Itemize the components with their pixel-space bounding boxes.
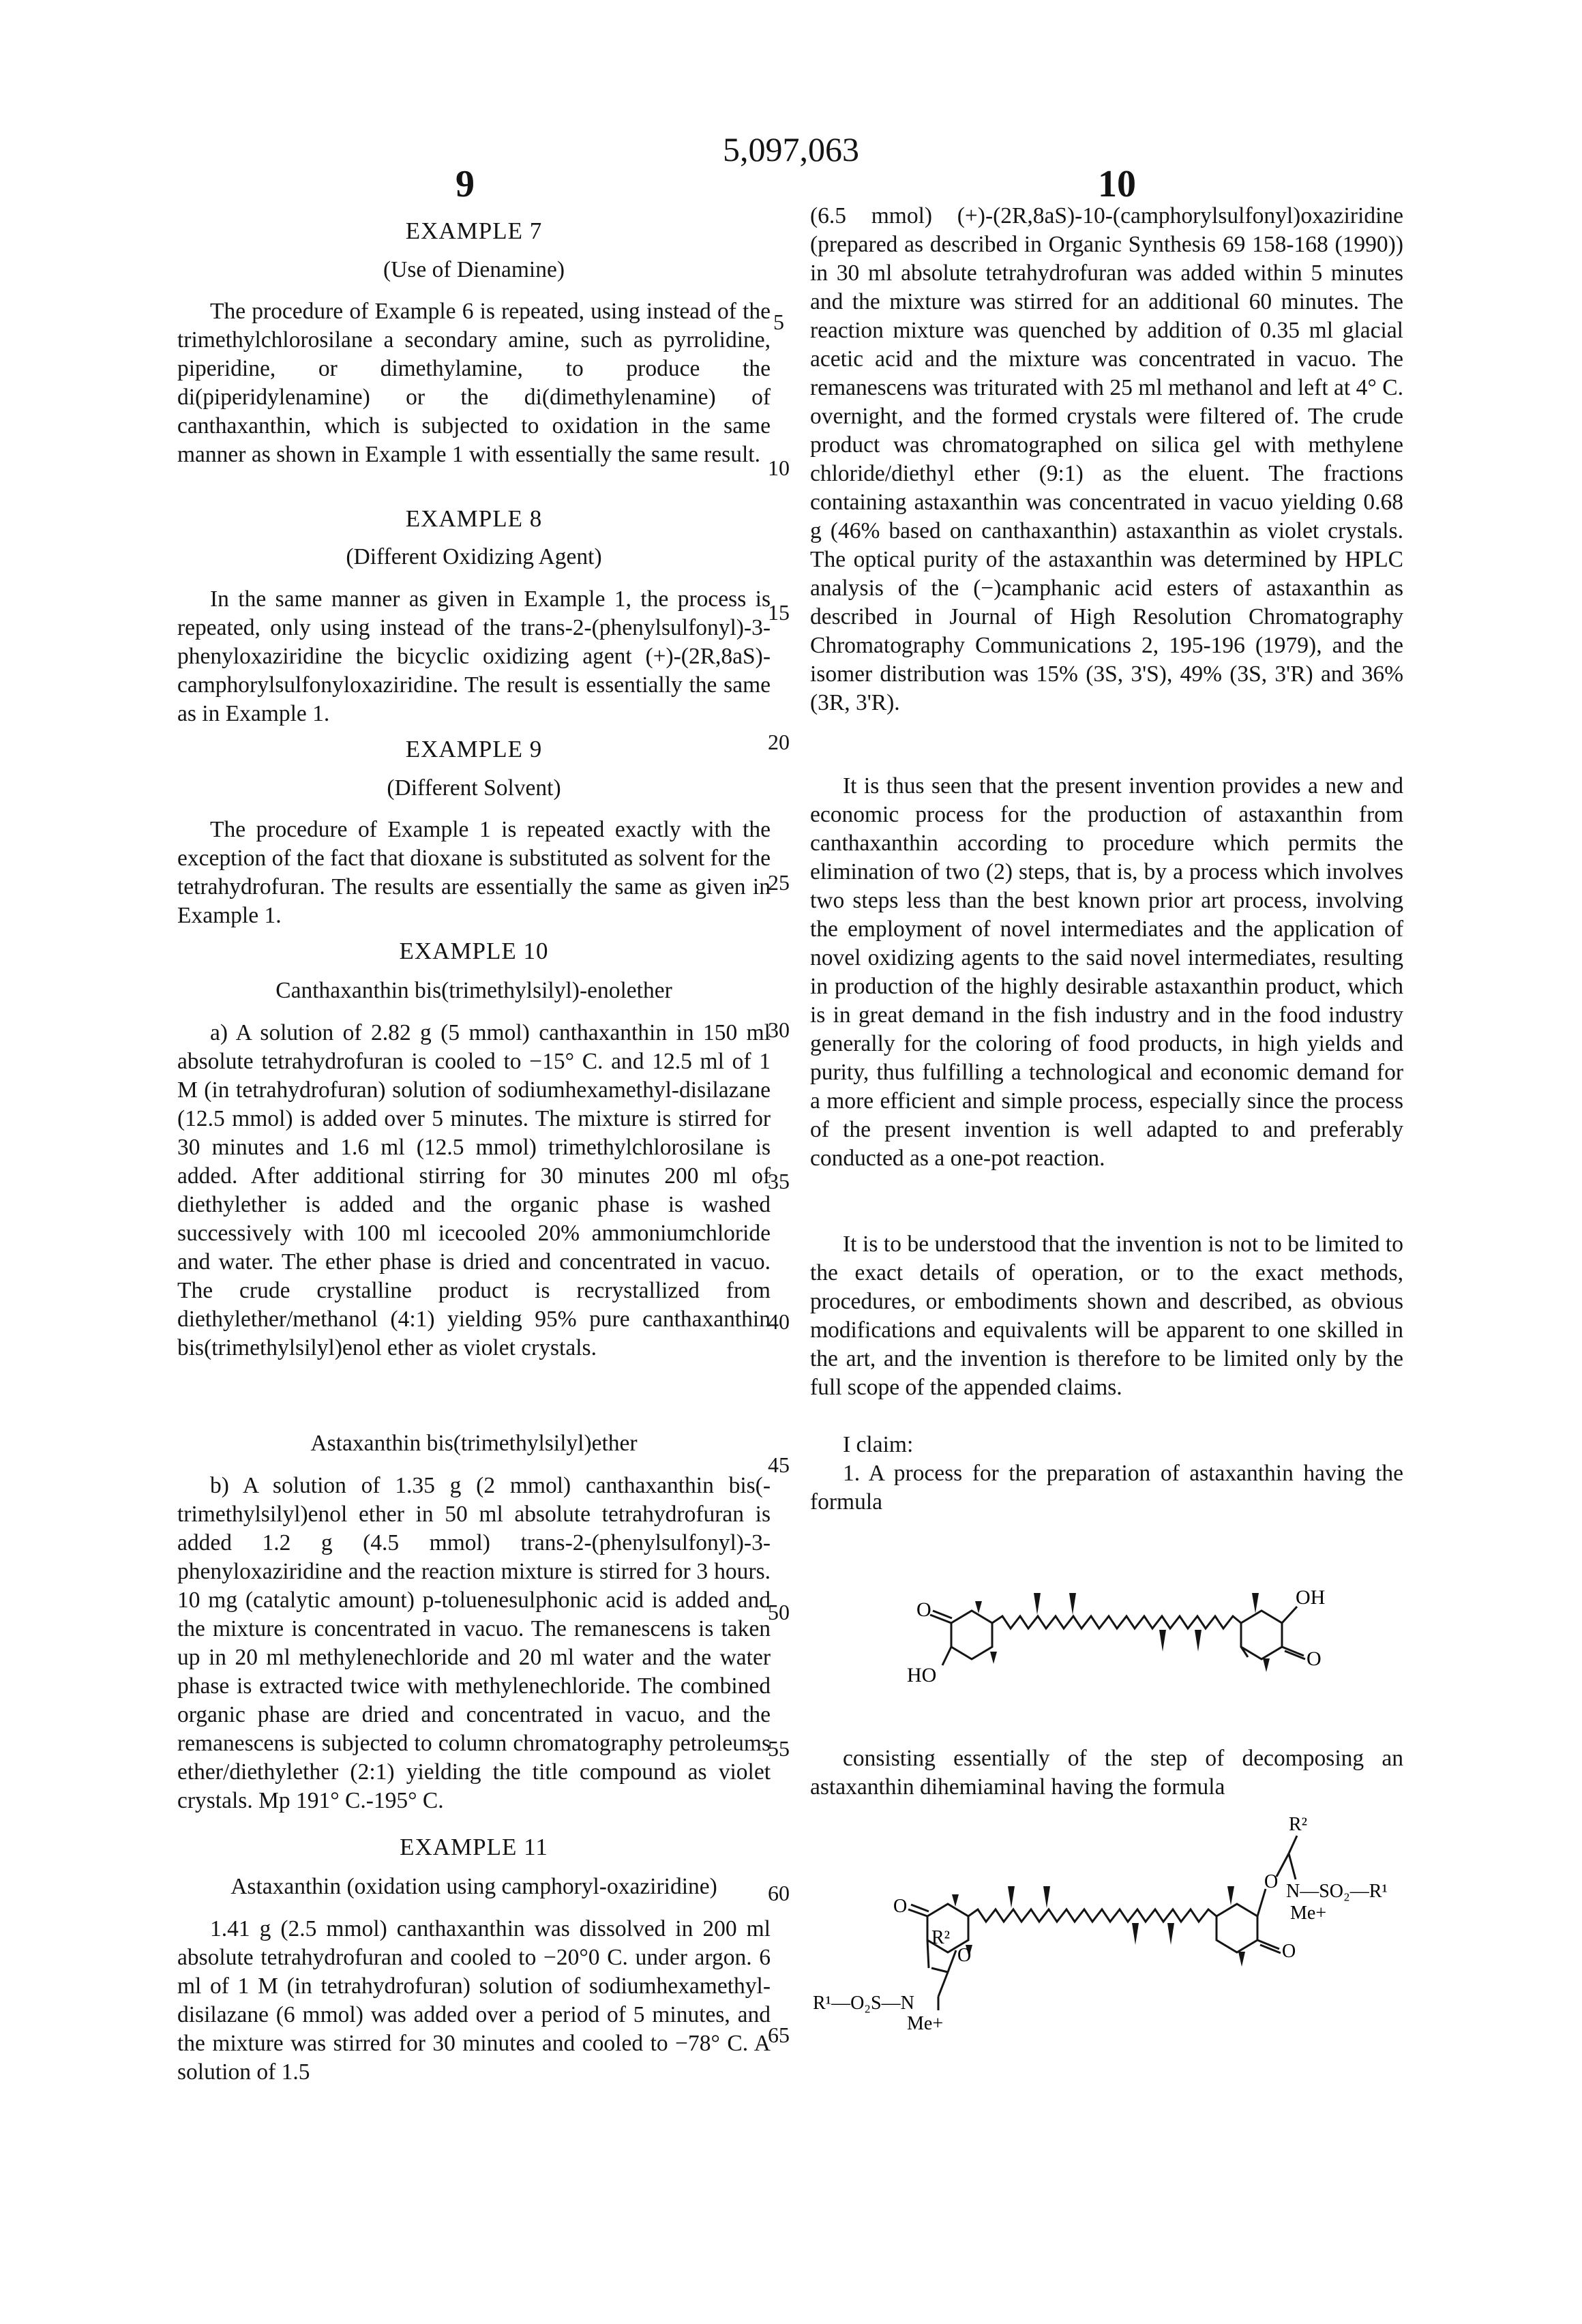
line-number: 50 — [758, 1600, 799, 1625]
example-8-body: In the same manner as given in Example 1, the process is repeated, only using instead of the trans-2-(phenylsulfonyl)-3-phenyloxaziridine the bicyclic oxidizing agent (+)-(2R,8aS)-camphorylsulfonyloxaziridine. The result is essentially the same as in Example 1. — [177, 585, 771, 728]
example-9-title: EXAMPLE 9 — [177, 735, 771, 764]
methyl-wedge — [1069, 1593, 1076, 1615]
formula-label: O — [1282, 1941, 1296, 1962]
example-8-title: EXAMPLE 8 — [177, 505, 771, 533]
formula-label: R² — [1289, 1814, 1307, 1835]
example-8-subtitle: (Different Oxidizing Agent) — [177, 543, 771, 571]
claim-1: 1. A process for the preparation of astaxanthin having the formula — [810, 1459, 1403, 1517]
example-10-body-b: b) A solution of 1.35 g (2 mmol) canthaxanthin bis(-trimethylsilyl)enol ether in 50 ml absolute tetrahydrofuran is added 1.2 g (4.5 mmol) trans-2-(phenylsulfonyl)-3-phenyloxaziridine and the reaction mixture is stirred for 3 hours. 10 mg (catalytic amount) p-toluenesulphonic acid is added and the mixture is concentrated in vacuo. The remanescens is taken up in 20 ml methylenechloride and 20 ml water and the water phase is extracted twice with methylenechloride. The combined organic phase are dried and concentrated in vacuo, and the remanescens is subjected to column chromatography petroleums ether/diethylether (2:1) yielding the title compound as violet crystals. Mp 191° C.-195° C. — [177, 1472, 771, 1815]
methyl-wedge — [1252, 1593, 1259, 1613]
formula-label: O — [1264, 1871, 1278, 1892]
formula-label: Me+ — [1290, 1903, 1326, 1924]
polyene-chain — [992, 1616, 1241, 1628]
example-7-subtitle: (Use of Dienamine) — [177, 256, 771, 284]
formula-label: R² — [931, 1927, 950, 1948]
line-number: 40 — [758, 1309, 799, 1335]
methyl-wedge — [1167, 1923, 1174, 1945]
methyl-wedge — [975, 1601, 982, 1613]
formula-label: O — [893, 1896, 907, 1917]
right-paragraph-2: It is thus seen that the present invention provides a new and economic process for the production of astaxanthin from canthaxanthin according to procedure which permits the elimination of two (2) steps, that is, by a process which involves two steps less than the best known prior art process, involving the employment of novel intermediates and the application of novel oxidizing agents to the said novel intermediates, resulting in production of the highly desirable astaxanthin product, which is in great demand in the fish industry and in the food industry generally for the coloring of food products, in high yields and purity, thus fulfilling a technological and economic demand for a more efficient and simple process, especially since the process of the present invention is well adapted to and preferably conducted as a one-pot reaction. — [810, 772, 1403, 1173]
dihemiaminal-formula — [811, 1800, 1425, 2032]
example-10-title: EXAMPLE 10 — [177, 937, 771, 966]
claim-intro: I claim: — [810, 1431, 1403, 1459]
line-number: 30 — [758, 1017, 799, 1043]
formula-label: O — [916, 1598, 931, 1621]
methyl-wedge — [1195, 1630, 1202, 1652]
methyl-wedge — [1132, 1923, 1139, 1945]
line-number: 65 — [758, 2023, 799, 2048]
methyl-wedge — [990, 1652, 997, 1664]
formula-label: O — [1307, 1648, 1322, 1670]
formula-label: O — [957, 1945, 971, 1966]
polyene-chain — [968, 1909, 1217, 1922]
line-number: 25 — [758, 870, 799, 895]
example-9-body: The procedure of Example 1 is repeated exactly with the exception of the fact that dioxane is substituted as solvent for the tetrahydrofuran. The results are essentially the same as given in Example 1. — [177, 816, 771, 930]
claim-1-continuation: consisting essentially of the step of decomposing an astaxanthin dihemiaminal having the formula — [810, 1744, 1403, 1802]
left-ring — [951, 1611, 992, 1659]
example-11-body: 1.41 g (2.5 mmol) canthaxanthin was dissolved in 200 ml absolute tetrahydrofuran and cooled to −20°0 C. under argon. 6 ml of 1 M (in tetrahydrofuran) solution of sodiumhexamethyl-disilazane (6 mmol) was added over a period of 5 minutes, and the mixture was stirred for 30 minutes and cooled to −78° C. A solution of 1.5 — [177, 1915, 771, 2087]
formula-label: Me+ — [907, 2013, 943, 2032]
methyl-wedge — [1043, 1886, 1050, 1908]
methyl-wedge — [952, 1894, 959, 1907]
right-ring — [1241, 1611, 1282, 1659]
patent-number: 5,097,063 — [682, 130, 900, 169]
formula-label: HO — [907, 1664, 936, 1686]
methyl-wedge — [1008, 1886, 1015, 1908]
right-paragraph-3: It is to be understood that the invention is not to be limited to the exact details of operation, or to the exact methods, procedures, or embodiments shown and described, as obvious modifications and equivalents will be apparent to one skilled in the art, and the invention is therefore to be limited only by the full scope of the appended claims. — [810, 1230, 1403, 1402]
line-number: 60 — [758, 1881, 799, 1906]
example-7-title: EXAMPLE 7 — [177, 217, 771, 245]
formula-label: N—SO₂—R¹ — [1286, 1881, 1388, 1902]
line-number: 10 — [758, 456, 799, 481]
methyl-wedge — [1034, 1593, 1041, 1615]
methyl-wedge — [1159, 1630, 1166, 1652]
example-10-body-a: a) A solution of 2.82 g (5 mmol) canthaxanthin in 150 ml absolute tetrahydrofuran is cooled to −15° C. and 12.5 ml of 1 M (in tetrahydrofuran) solution of sodiumhexamethyl-disilazane (12.5 mmol) is added over 5 minutes. The mixture is stirred for 30 minutes and 1.6 ml (12.5 mmol) trimethylchlorosilane is added. After additional stirring for 30 minutes 200 ml of diethylether is added and the organic phase is washed successively with 100 ml icecooled 20% ammoniumchloride and water. The ether phase is dried and concentrated in vacuo. The crude crystalline product is recrystallized from diethylether/methanol (4:1) yielding 95% pure canthaxanthin bis(trimethylsilyl)enol ether as violet crystals. — [177, 1019, 771, 1362]
line-number: 35 — [758, 1169, 799, 1194]
astaxanthin-formula — [880, 1548, 1371, 1705]
right-paragraph-1: (6.5 mmol) (+)-(2R,8aS)-10-(camphorylsulfonyl)oxaziridine (prepared as described in Organic Synthesis 69 158-168 (1990)) in 30 ml absolute tetrahydrofuran was added within 5 minutes and the mixture was stirred for an additional 60 minutes. The reaction mixture was quenched by addition of 0.35 ml glacial acetic acid and the mixture was concentrated in vacuo. The remanescens was triturated with 25 ml methanol and left at 4° C. overnight, and the formed crystals were filtered of. The crude product was chromatographed on silica gel with methylene chloride/diethyl ether (9:1) as the eluent. The fractions containing astaxanthin was concentrated in vacuo yielding 0.68 g (46% based on canthaxanthin) astaxanthin as violet crystals. The optical purity of the astaxanthin was determined by HPLC analysis of the (−)camphanic acid esters of astaxanthin as described in Journal of High Resolution Chromatography Chromatography Communications 2, 195-196 (1979), and the isomer distribution was 15% (3S, 3'S), 49% (3S, 3'R) and 36% (3R, 3'R). — [810, 202, 1403, 717]
example-10-subtitle-b: Astaxanthin bis(trimethylsilyl)ether — [177, 1429, 771, 1458]
line-number: 15 — [758, 600, 799, 625]
page-number-right: 10 — [1083, 162, 1151, 206]
methyl-wedge — [1263, 1658, 1270, 1672]
example-11-subtitle: Astaxanthin (oxidation using camphoryl-oxaziridine) — [177, 1873, 771, 1901]
example-9-subtitle: (Different Solvent) — [177, 774, 771, 803]
formula-label: R¹—O₂S—N — [813, 1993, 914, 2014]
formula-label: OH — [1296, 1586, 1325, 1609]
line-number: 20 — [758, 730, 799, 755]
page-number-left: 9 — [431, 162, 499, 206]
methyl-wedge — [1238, 1952, 1245, 1967]
right-ring — [1217, 1904, 1257, 1952]
example-10-subtitle-a: Canthaxanthin bis(trimethylsilyl)-enolether — [177, 977, 771, 1005]
methyl-wedge — [1227, 1886, 1234, 1905]
line-number: 45 — [758, 1452, 799, 1478]
example-7-body: The procedure of Example 6 is repeated, using instead of the trimethylchlorosilane a secondary amine, such as pyrrolidine, piperidine, or dimethylamine, to produce the di(piperidylenamine) or the di(dimethylenamine) of canthaxanthin, which is subjected to oxidation in the same manner as shown in Example 1 with essentially the same result. — [177, 297, 771, 469]
example-11-title: EXAMPLE 11 — [177, 1833, 771, 1862]
line-number: 55 — [758, 1736, 799, 1761]
line-number: 5 — [758, 310, 799, 335]
